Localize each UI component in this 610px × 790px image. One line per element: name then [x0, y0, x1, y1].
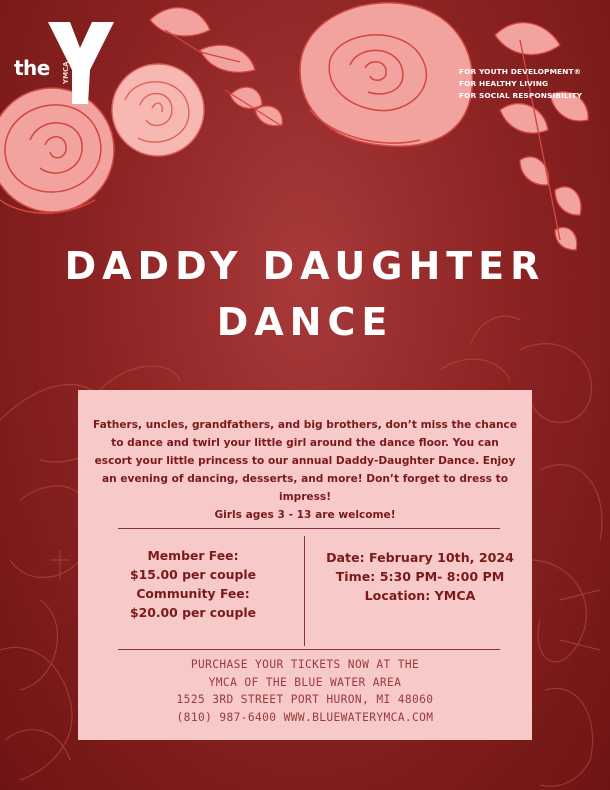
leaves-top-right	[495, 23, 588, 250]
intro-paragraph: Fathers, uncles, grandfathers, and big brothers, don’t miss the chance to dance and twirl your little girl around the dance floor. You can escort your little princess to our annual Daddy-Daughter Dance. Enjoy an evening of dancing, desserts, and more! Don’t forget to dress to impress!	[92, 419, 518, 503]
tagline-line: FOR YOUTH DEVELOPMENT®	[459, 67, 582, 76]
tagline-line: FOR SOCIAL RESPONSIBILITY	[459, 91, 583, 100]
ymca-logo	[10, 18, 140, 108]
event-title-line2: DANCE	[216, 300, 394, 344]
info-card	[78, 390, 532, 740]
community-fee-price: $20.00 per couple	[129, 605, 257, 620]
tagline-line: FOR HEALTHY LIVING	[459, 79, 549, 88]
eligibility-text: Girls ages 3 - 13 are welcome!	[214, 509, 396, 521]
event-title-line1: DADDY DAUGHTER	[64, 244, 546, 288]
purchase-contact: (810) 987-6400 WWW.BLUEWATERYMCA.COM	[176, 710, 434, 724]
member-fee-price: $15.00 per couple	[129, 567, 257, 582]
rose-top-right	[300, 3, 473, 146]
divider-bottom	[118, 649, 500, 650]
fees-block	[98, 546, 288, 622]
ymca-tagline	[459, 66, 582, 102]
event-date: Date: February 10th, 2024	[326, 550, 514, 565]
purchase-address: 1525 3RD STREET PORT HURON, MI 48060	[176, 693, 434, 706]
purchase-line2: YMCA OF THE BLUE WATER AREA	[208, 675, 402, 689]
logo-the-text: the	[14, 56, 50, 80]
logo-ymca-text: YMCA	[62, 61, 70, 84]
event-location: Location: YMCA	[364, 588, 476, 603]
divider-vertical	[304, 536, 305, 646]
purchase-info	[78, 656, 532, 726]
community-fee-label: Community Fee:	[136, 586, 250, 601]
event-details	[314, 548, 526, 605]
divider-top	[118, 528, 500, 529]
member-fee-label: Member Fee:	[147, 548, 239, 563]
event-time: Time: 5:30 PM- 8:00 PM	[335, 569, 505, 584]
purchase-line1: PURCHASE YOUR TICKETS NOW AT THE	[190, 658, 420, 671]
intro-text	[92, 416, 518, 524]
